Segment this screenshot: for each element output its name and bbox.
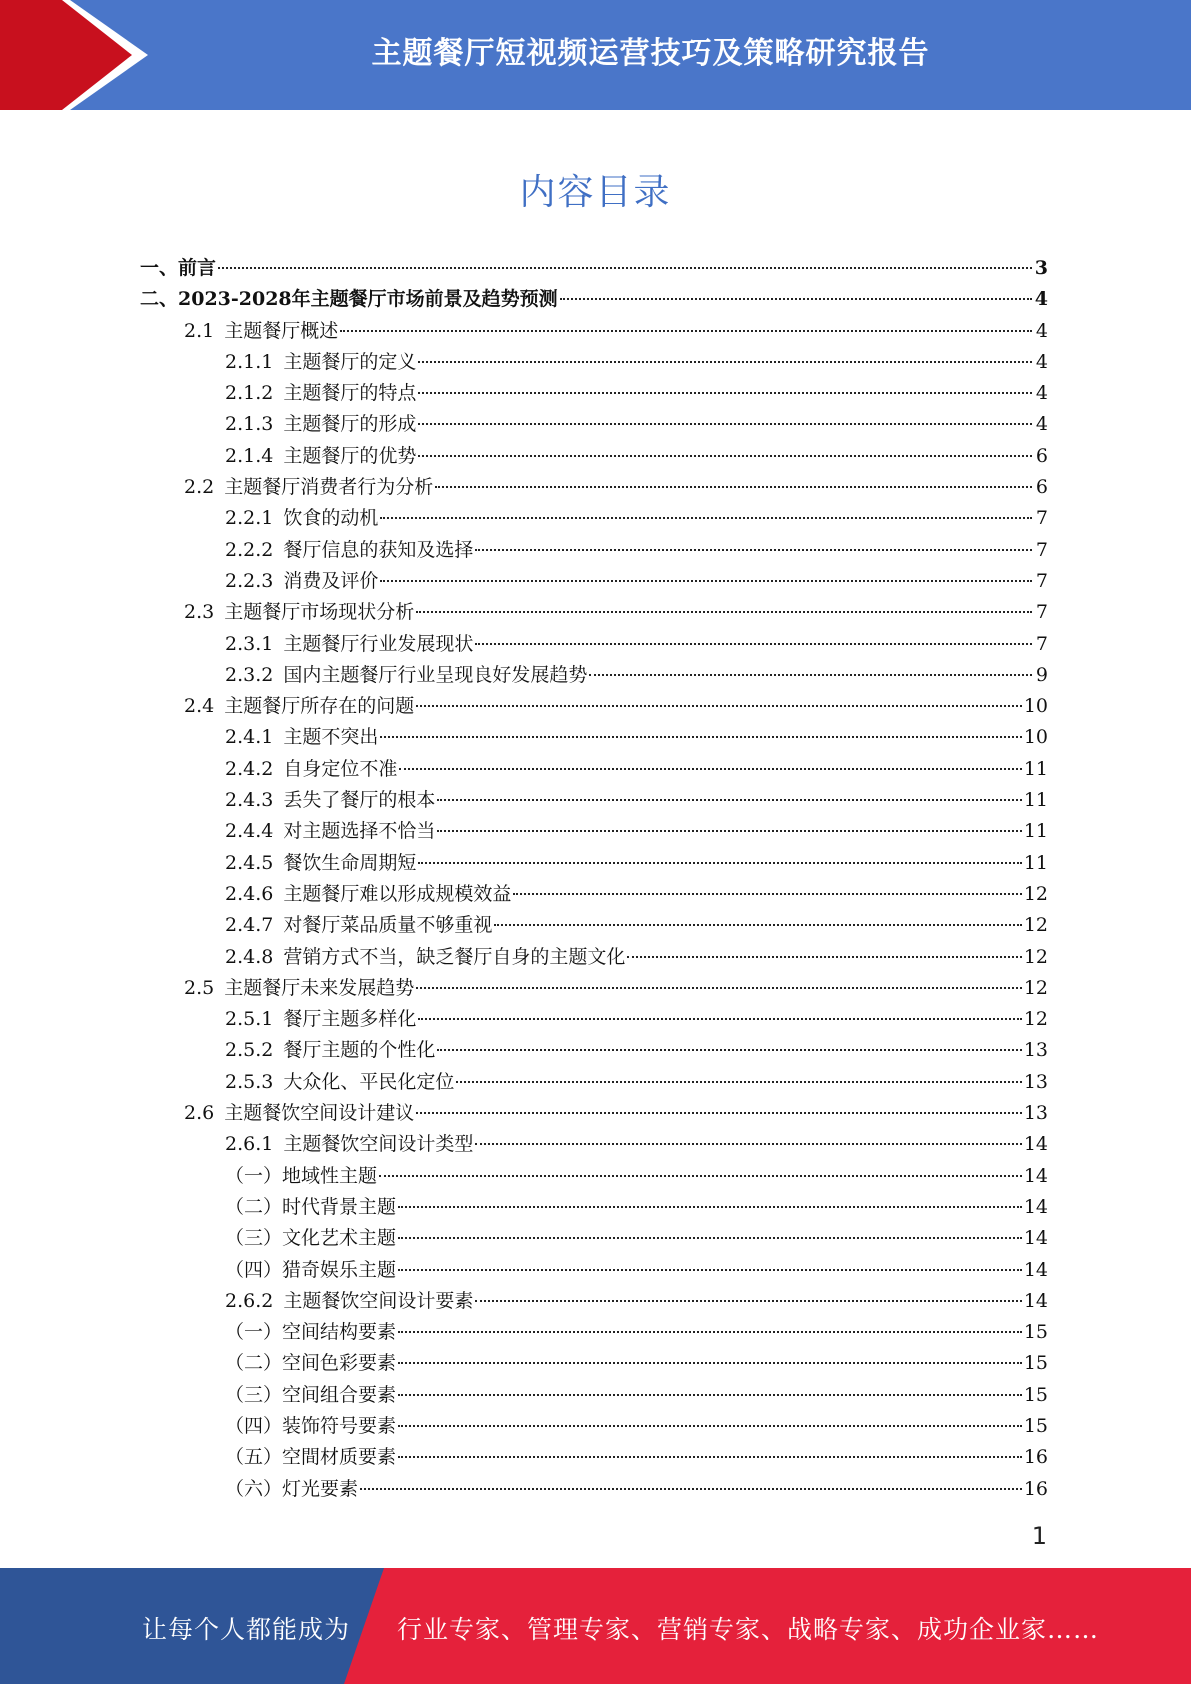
toc-entry[interactable] <box>0 1348 1048 1379</box>
toc-entry-page: 6 <box>1035 476 1048 499</box>
toc-entry-page: 14 <box>1023 1164 1048 1187</box>
toc-leader-dots <box>475 643 1032 645</box>
toc-entry-title: 营销方式不当，缺乏餐厅自身的主题文化 <box>283 945 626 968</box>
toc-entry-page: 14 <box>1023 1258 1048 1281</box>
toc-entry-page: 4 <box>1035 382 1048 405</box>
toc-entry[interactable] <box>0 848 1048 879</box>
toc-entry[interactable] <box>0 597 1048 628</box>
toc-entry-title: 大众化、平民化定位 <box>283 1070 455 1093</box>
toc-entry[interactable] <box>0 409 1048 440</box>
toc-entry[interactable] <box>0 754 1048 785</box>
toc-entry-page: 4 <box>1035 319 1048 342</box>
toc-entry-number: 2.2.3 <box>225 569 274 592</box>
toc-entry-number: 2.5.2 <box>225 1039 274 1062</box>
toc-leader-dots <box>475 1143 1021 1145</box>
toc-entry-number: 2.6.2 <box>225 1289 274 1312</box>
toc-leader-dots <box>398 1394 1022 1396</box>
toc-entry[interactable] <box>0 1035 1048 1066</box>
toc-entry-title: （三）文化艺术主题 <box>225 1227 397 1250</box>
toc-entry-number: 2.6.1 <box>225 1133 274 1156</box>
toc-leader-dots <box>494 924 1021 926</box>
toc-entry-number: 2.1 <box>184 319 215 342</box>
toc-entry-number: 2.1.2 <box>225 382 274 405</box>
page-number: 1 <box>1031 1522 1047 1550</box>
toc-entry[interactable] <box>0 1098 1048 1129</box>
toc-entry-page: 11 <box>1023 757 1048 780</box>
toc-entry-page: 12 <box>1023 1008 1048 1031</box>
toc-entry-title: 主题餐厅的形成 <box>283 413 417 436</box>
toc-entry-page: 11 <box>1023 851 1048 874</box>
toc-entry-number: 2.1.1 <box>225 350 274 373</box>
toc-entry-title: 餐饮生命周期短 <box>283 851 417 874</box>
toc-entry-page: 7 <box>1035 632 1048 655</box>
toc-entry[interactable] <box>0 879 1048 910</box>
toc-leader-dots <box>589 674 1032 676</box>
toc-leader-dots <box>399 768 1021 770</box>
toc-entry-page: 4 <box>1034 288 1048 311</box>
toc-entry[interactable] <box>0 1442 1048 1473</box>
toc-leader-dots <box>416 1112 1022 1114</box>
toc-leader-dots <box>380 517 1032 519</box>
toc-leader-dots <box>398 1206 1022 1208</box>
toc-entry-page: 12 <box>1023 945 1048 968</box>
table-of-contents <box>0 253 1191 1505</box>
toc-entry-page: 16 <box>1023 1446 1048 1469</box>
toc-entry-number: 2.1.3 <box>225 413 274 436</box>
toc-entry-number: 2.4.4 <box>225 820 274 843</box>
toc-leader-dots <box>379 1175 1022 1177</box>
toc-entry[interactable] <box>0 973 1048 1004</box>
toc-leader-dots <box>380 580 1032 582</box>
toc-entry-number: 2.5.3 <box>225 1070 274 1093</box>
footer-slogan-left: 让每个人都能成为 <box>142 1615 351 1644</box>
toc-leader-dots <box>418 392 1032 394</box>
toc-entry-title: 主题餐饮空间设计类型 <box>283 1133 474 1156</box>
toc-leader-dots <box>340 330 1032 332</box>
toc-entry[interactable] <box>0 942 1048 973</box>
toc-leader-dots <box>418 862 1021 864</box>
toc-entry-page: 15 <box>1023 1321 1048 1344</box>
toc-leader-dots <box>475 1300 1021 1302</box>
toc-entry-title: 主题餐厅的定义 <box>283 350 417 373</box>
toc-leader-dots <box>418 361 1032 363</box>
toc-entry-page: 3 <box>1034 257 1048 279</box>
toc-entry-page: 7 <box>1035 569 1048 592</box>
toc-entry-page: 14 <box>1023 1289 1048 1312</box>
toc-entry-page: 7 <box>1035 601 1048 624</box>
toc-entry-number: 2.6 <box>184 1102 215 1125</box>
toc-entry-title: 主题餐厅的特点 <box>283 382 417 405</box>
toc-entry[interactable] <box>0 566 1048 597</box>
toc-entry-number: 2.5.1 <box>225 1008 274 1031</box>
toc-leader-dots <box>437 830 1021 832</box>
toc-leader-dots <box>218 267 1032 269</box>
toc-entry[interactable] <box>0 910 1048 941</box>
toc-entry-page: 7 <box>1035 538 1048 561</box>
toc-entry-page: 16 <box>1023 1477 1048 1500</box>
toc-entry-title: 对主题选择不恰当 <box>283 820 436 843</box>
toc-leader-dots <box>418 455 1032 457</box>
toc-entry-title: 饮食的动机 <box>283 507 379 530</box>
toc-entry-title: 餐厅主题多样化 <box>283 1008 417 1031</box>
toc-leader-dots <box>398 1362 1022 1364</box>
toc-entry-page: 13 <box>1023 1070 1048 1093</box>
toc-entry-title: 主题餐饮空间设计建议 <box>224 1102 415 1125</box>
toc-entry[interactable] <box>0 722 1048 753</box>
toc-entry-number: 2.3.2 <box>225 663 274 686</box>
toc-entry[interactable] <box>0 785 1048 816</box>
toc-entry-title: （四）猎奇娱乐主题 <box>225 1258 397 1281</box>
toc-entry-page: 4 <box>1035 413 1048 436</box>
toc-entry-page: 12 <box>1023 976 1048 999</box>
toc-entry-title: （四）装饰符号要素 <box>225 1414 397 1437</box>
toc-entry[interactable] <box>0 472 1048 503</box>
toc-entry[interactable] <box>0 816 1048 847</box>
toc-leader-dots <box>475 549 1032 551</box>
toc-leader-dots <box>437 1049 1021 1051</box>
toc-entry-title: 主题餐厅消费者行为分析 <box>224 476 434 499</box>
toc-leader-dots <box>416 611 1032 613</box>
toc-entry[interactable] <box>0 1317 1048 1348</box>
toc-entry-page: 14 <box>1023 1133 1048 1156</box>
toc-entry-title: （二）时代背景主题 <box>225 1195 397 1218</box>
toc-entry-title: 二、2023-2028年主题餐厅市场前景及趋势预测 <box>140 288 558 311</box>
toc-entry-number: 2.3 <box>184 601 215 624</box>
toc-entry[interactable] <box>0 1286 1048 1317</box>
toc-entry-title: 消费及评价 <box>283 569 379 592</box>
toc-entry-page: 14 <box>1023 1227 1048 1250</box>
toc-leader-dots <box>627 956 1021 958</box>
toc-entry-page: 15 <box>1023 1352 1048 1375</box>
toc-leader-dots <box>398 1237 1022 1239</box>
toc-entry[interactable] <box>0 441 1048 472</box>
toc-entry-title: 国内主题餐厅行业呈现良好发展趋势 <box>283 663 588 686</box>
toc-entry-page: 10 <box>1023 695 1048 718</box>
toc-entry[interactable] <box>0 347 1048 378</box>
toc-entry[interactable] <box>0 1129 1048 1160</box>
toc-entry[interactable] <box>0 691 1048 722</box>
toc-entry-title: 自身定位不准 <box>283 757 398 780</box>
toc-leader-dots <box>437 799 1021 801</box>
toc-leader-dots <box>398 1456 1022 1458</box>
toc-entry[interactable] <box>0 1067 1048 1098</box>
toc-entry-page: 9 <box>1035 663 1048 686</box>
toc-leader-dots <box>398 1269 1022 1271</box>
toc-entry-title: 主题不突出 <box>283 726 379 749</box>
toc-entry-page: 14 <box>1023 1195 1048 1218</box>
toc-leader-dots <box>513 893 1021 895</box>
toc-entry-page: 13 <box>1023 1102 1048 1125</box>
toc-leader-dots <box>435 486 1032 488</box>
toc-entry-page: 7 <box>1035 507 1048 530</box>
toc-entry-page: 6 <box>1035 444 1048 467</box>
toc-entry-number: 2.3.1 <box>225 632 274 655</box>
toc-entry-title: 主题餐厅市场现状分析 <box>224 601 415 624</box>
toc-entry-number: 2.4.8 <box>225 945 274 968</box>
toc-entry[interactable] <box>0 316 1048 347</box>
header-arrow-icon <box>0 0 160 110</box>
toc-entry[interactable] <box>0 284 1048 315</box>
toc-entry-title: （五）空間材质要素 <box>225 1446 397 1469</box>
toc-entry[interactable] <box>0 253 1048 284</box>
header-band <box>0 0 1191 110</box>
toc-entry-title: 主题餐厅未来发展趋势 <box>224 976 415 999</box>
toc-entry-number: 2.4.7 <box>225 914 274 937</box>
toc-entry-number: 2.2.1 <box>225 507 274 530</box>
toc-entry-title: （三）空间组合要素 <box>225 1383 397 1406</box>
toc-entry[interactable] <box>0 1411 1048 1442</box>
toc-leader-dots <box>456 1081 1021 1083</box>
toc-entry[interactable] <box>0 1192 1048 1223</box>
toc-entry-page: 15 <box>1023 1414 1048 1437</box>
toc-entry-number: 2.4.1 <box>225 726 274 749</box>
toc-entry-number: 2.4.2 <box>225 757 274 780</box>
toc-leader-dots <box>560 298 1032 300</box>
toc-entry-number: 2.2 <box>184 476 215 499</box>
toc-entry-number: 2.1.4 <box>225 444 274 467</box>
toc-leader-dots <box>360 1488 1022 1490</box>
toc-entry-title: 主题餐饮空间设计要素 <box>283 1289 474 1312</box>
toc-entry-title: （二）空间色彩要素 <box>225 1352 397 1375</box>
footer-band <box>0 1568 1191 1684</box>
toc-entry[interactable] <box>0 660 1048 691</box>
toc-entry-page: 12 <box>1023 914 1048 937</box>
toc-entry[interactable] <box>0 378 1048 409</box>
toc-entry-page: 15 <box>1023 1383 1048 1406</box>
toc-entry-title: 主题餐厅所存在的问题 <box>224 695 415 718</box>
toc-leader-dots <box>416 987 1022 989</box>
toc-entry[interactable] <box>0 503 1048 534</box>
toc-entry-number: 2.2.2 <box>225 538 274 561</box>
toc-entry-title: 主题餐厅概述 <box>224 319 339 342</box>
toc-leader-dots <box>398 1331 1022 1333</box>
footer-slogan-right: 行业专家、管理专家、营销专家、战略专家、成功企业家…… <box>397 1615 1100 1644</box>
toc-leader-dots <box>416 705 1022 707</box>
toc-heading: 内容目录 <box>519 172 672 213</box>
toc-entry[interactable] <box>0 1161 1048 1192</box>
toc-entry-title: 一、前言 <box>140 257 217 279</box>
toc-entry-title: 餐厅信息的获知及选择 <box>283 538 474 561</box>
toc-entry-page: 11 <box>1023 789 1048 812</box>
toc-entry-title: 主题餐厅难以形成规模效益 <box>283 882 512 905</box>
toc-entry-page: 4 <box>1035 350 1048 373</box>
toc-entry-number: 2.5 <box>184 976 215 999</box>
toc-entry[interactable] <box>0 629 1048 660</box>
toc-entry-page: 12 <box>1023 882 1048 905</box>
toc-entry[interactable] <box>0 1474 1048 1505</box>
toc-entry-title: 对餐厅菜品质量不够重视 <box>283 914 493 937</box>
report-title: 主题餐厅短视频运营技巧及策略研究报告 <box>371 36 930 71</box>
toc-leader-dots <box>418 423 1032 425</box>
toc-entry-page: 13 <box>1023 1039 1048 1062</box>
toc-entry-number: 2.4.3 <box>225 789 274 812</box>
toc-entry[interactable] <box>0 1004 1048 1035</box>
toc-entry-title: （一）空间结构要素 <box>225 1321 397 1344</box>
toc-entry[interactable] <box>0 1223 1048 1254</box>
toc-entry[interactable] <box>0 1380 1048 1411</box>
toc-entry-title: 主题餐厅的优势 <box>283 444 417 467</box>
toc-entry-title: 主题餐厅行业发展现状 <box>283 632 474 655</box>
toc-entry-title: 丢失了餐厅的根本 <box>283 789 436 812</box>
toc-entry-number: 2.4 <box>184 695 215 718</box>
toc-leader-dots <box>398 1425 1022 1427</box>
toc-entry-number: 2.4.6 <box>225 882 274 905</box>
toc-entry-number: 2.4.5 <box>225 851 274 874</box>
toc-entry[interactable] <box>0 1255 1048 1286</box>
toc-entry-title: 餐厅主题的个性化 <box>283 1039 436 1062</box>
toc-entry-title: （一）地域性主题 <box>225 1164 378 1187</box>
toc-entry-page: 10 <box>1023 726 1048 749</box>
toc-entry-page: 11 <box>1023 820 1048 843</box>
toc-leader-dots <box>418 1018 1021 1020</box>
toc-leader-dots <box>380 736 1021 738</box>
toc-entry[interactable] <box>0 535 1048 566</box>
toc-entry-title: （六）灯光要素 <box>225 1477 359 1500</box>
